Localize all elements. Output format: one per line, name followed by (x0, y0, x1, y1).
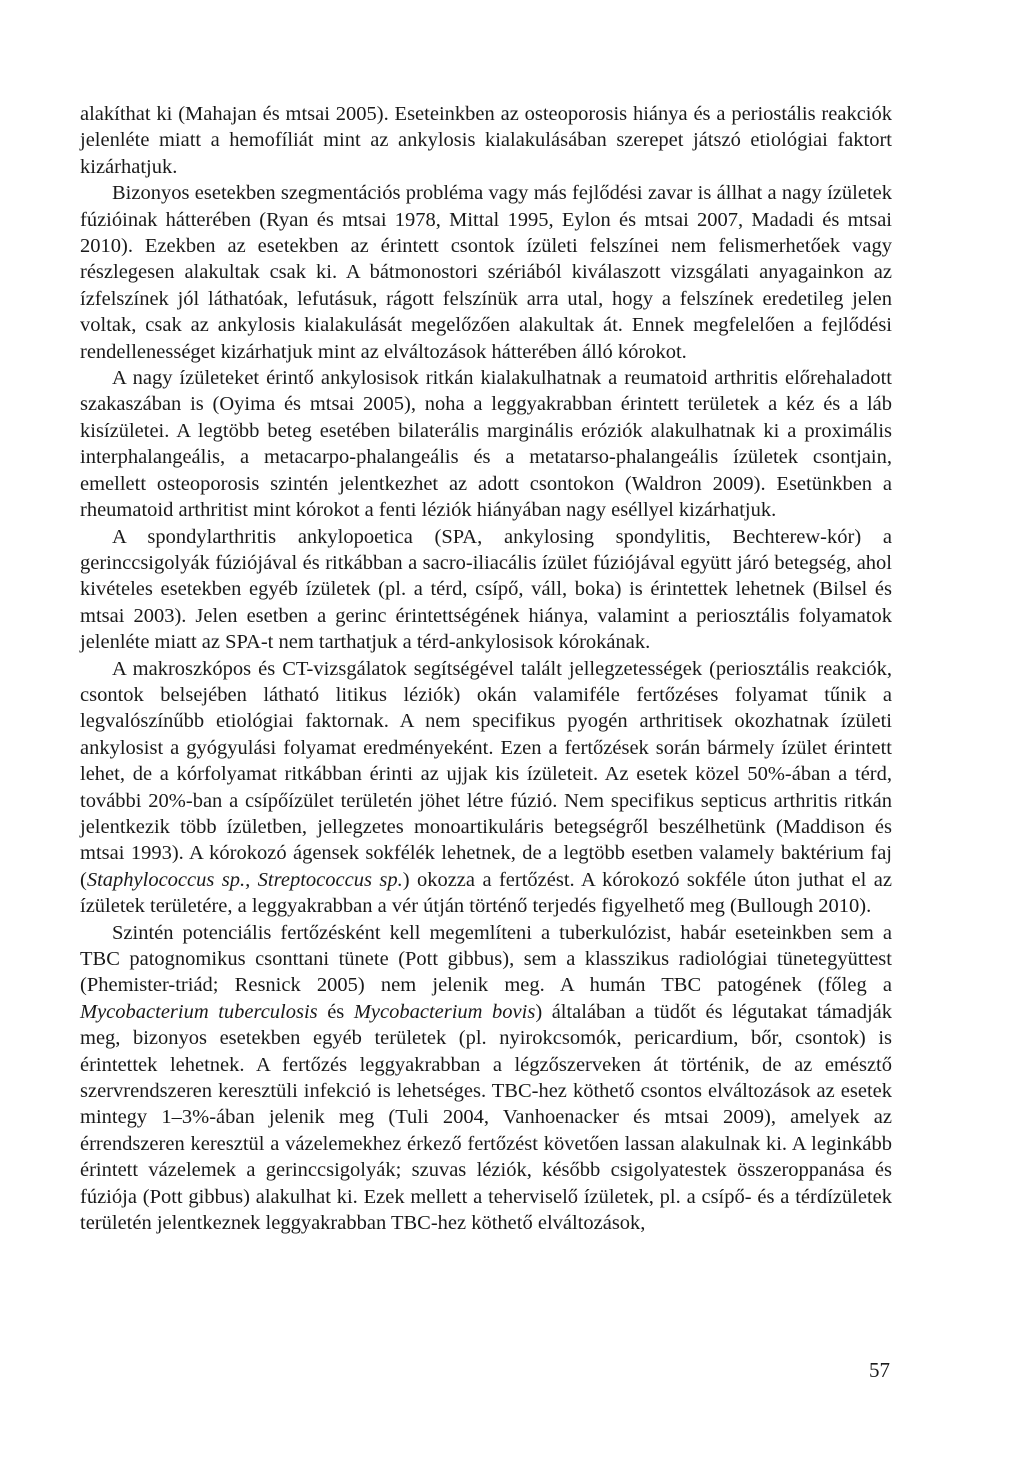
text-run: ) okozza a fertőzést. A kórokozó sokféle úton juthat el az ízületek területére, a leggyakrabban a vér útján történő terjedés figyelhető meg (Bullough 2010). (80, 868, 892, 918)
paragraph (80, 656, 892, 920)
page-number: 57 (869, 1358, 890, 1382)
text-run: A spondylarthritis ankylopoetica (SPA, ankylosing spondylitis, Bechterew-kór) a gerinccsigolyák fúziójával és ritkábban a sacro-iliacális ízület fúziójával együtt járó betegség, ahol kivételes esetekben egyéb ízületek (pl. a térd, csípő, váll, boka) is érintettek lehetnek (Bilsel és mtsai 2003). Jelen esetben a gerinc érintettségének hiánya, valamint a periosztális folyamatok jelenléte miatt az SPA-t nem tarthatjuk a térd-ankylosisok kórokának. (80, 525, 892, 654)
paragraph (80, 365, 892, 523)
paragraph (80, 180, 892, 365)
text-run: Szintén potenciális fertőzésként kell megemlíteni a tuberkulózist, habár eseteinkben sem a TBC patognomikus csonttani tünete (Pott gibbus), sem a klasszikus radiológiai tünetegyüttest (Phemister-triád; Resnick 2005) nem jelenik meg. A humán TBC patogének (főleg a (80, 921, 892, 997)
text-run: és (317, 1000, 354, 1023)
paragraph (80, 524, 892, 656)
paragraph (80, 920, 892, 1237)
species-name-italic: Mycobacterium bovis (353, 1000, 536, 1023)
text-run: Bizonyos esetekben szegmentációs probléma vagy más fejlődési zavar is állhat a nagy ízületek fúzióinak hátterében (Ryan és mtsai 1978, Mittal 1995, Eylon és mtsai 2007, Madadi és mtsai 2010). Ezekben az esetekben az érintett csontok ízületi felszínei nem felismerhetőek vagy részlegesen alakultak csak ki. A bátmonostori szériából kiválaszott vizsgálati anyagainkon az ízfelszínek jól láthatóak, lefutásuk, rágott felszínük arra utal, hogy a felszínek eredetileg jelen voltak, csak az ankylosis kialakulását megelőzően alakultak át. Ennek megfelelően a fejlődési rendellenességet kizárhatjuk mint az elváltozások hátterében álló kórokot. (80, 182, 892, 363)
body-text (80, 101, 892, 1236)
text-run: alakíthat ki (Mahajan és mtsai 2005). Eseteinkben az osteoporosis hiánya és a periostális reakciók jelenléte miatt a hemofíliát mint az ankylosis kialakulásában szerepet játszó etiológiai faktort kizárhatjuk. (80, 103, 892, 178)
text-run: A makroszkópos és CT-vizsgálatok segítségével talált jellegzetességek (periosztális reakciók, csontok belsejében látható litikus léziók) okán valamiféle fertőzéses folyamat tűnik a legvalószínűbb etiológiai faktornak. A nem specifikus pyogén arthritisek okozhatnak ízületi ankylosist a gyógyulási folyamat eredményeként. Ezen a fertőzések során bármely ízület érintett lehet, de a kórfolyamat ritkábban érinti az ujjak kis ízületeit. Az esetek közel 50%-ában a térd, további 20%-ban a csípőízület területén jöhet létre fúzió. Nem specifikus septicus arthritis ritkán jelentkezik több ízületben, jellegzetes monoartikuláris betegségről beszélhetünk (Maddison és mtsai 1993). A kórokozó ágensek sokfélék lehetnek, de a legtöbb esetben valamely baktérium faj ( (80, 657, 892, 891)
species-name-italic: Staphylococcus sp., Streptococcus sp. (86, 868, 403, 891)
species-name-italic: Mycobacterium tuberculosis (80, 1000, 318, 1023)
paragraph (80, 101, 892, 180)
text-run: A nagy ízületeket érintő ankylosisok ritkán kialakulhatnak a reumatoid arthritis előrehaladott szakaszában is (Oyima és mtsai 2005), noha a leggyakrabban érintett területek a kéz és a láb kisízületei. A legtöbb beteg esetében bilaterális marginális eróziók alakulhatnak ki a proximális interphalangeális, a metacarpo-phalangeális és a metatarso-phalangeális ízületek csontjain, emellett osteoporosis szintén jelentkezhet az adott csontokon (Waldron 2009). Esetünkben a rheumatoid arthritist mint kórokot a fenti léziók hiányában nagy eséllyel kizárhatjuk. (80, 367, 892, 522)
text-run: ) általában a tüdőt és légutakat támadják meg, bizonyos esetekben egyéb területek (pl. nyirokcsomók, pericardium, bőr, csontok) is érintettek lehetnek. A fertőzés leggyakrabban a légzőszerveken át történik, de az emésztő szervrendszeren keresztüli infekció is lehetséges. TBC-hez köthető csontos elváltozások az esetek mintegy 1–3%-ában jelenik meg (Tuli 2004, Vanhoenacker és mtsai 2009), amelyek az érrendszeren keresztül a vázelemekhez érkező fertőzést követően lassan alakulnak ki. A leginkább érintett vázelemek a gerinccsigolyák; szuvas léziók, később csigolyatestek összeroppanása és fúziója (Pott gibbus) alakulhat ki. Ezek mellett a teherviselő ízületek, pl. a csípő- és a térdízületek területén jelentkeznek leggyakrabban TBC-hez köthető elváltozások, (80, 1000, 892, 1235)
